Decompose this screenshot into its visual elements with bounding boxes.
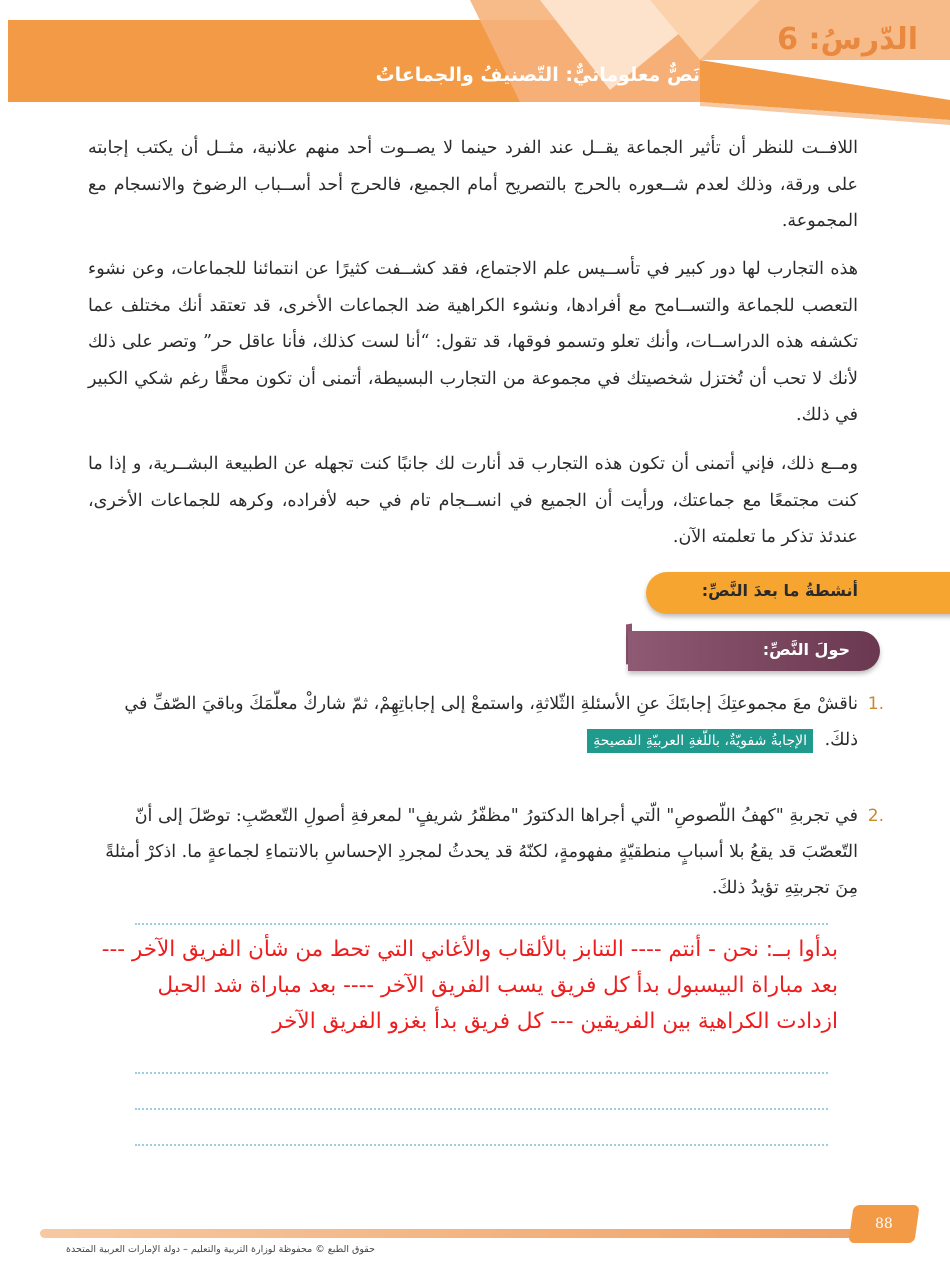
about-text-label: حولَ النَّصِّ:: [762, 640, 850, 659]
answer-line-2: [135, 1072, 828, 1074]
question-1-text: ناقشْ معَ مجموعتِكَ إجابتَكَ عنِ الأسئلةِ الثّلاثةِ، واستمعْ إلى إجاباتِهِمْ، ثمّ شاركْ معلّمَكَ وباقيَ الصّفِّ في ذلكَ.: [124, 694, 858, 750]
paragraph-2: هذه التجارب لها دور كبير في تأســيس علم الاجتماع، فقد كشــفت كثيرًا عن انتمائنا للجماعات، وعن نشوء التعصب للجماعة والتســامح مع أفرادها، ونشوء الكراهية ضد الجماعات الأخرى، قد تعتقد أنك مختلف عما تكشفه هذه الدراســات، وأنك تعلو وتسمو فوقها، قد تقول: “أنا لست كذلك، فأنا عاقل حر” وتصر على ذلك لأنك لا تحب أن تُختزل شخصيتك في مجموعة من التجارب البسيطة، أتمنى أن تكون محقًّا رغم شكي الكبير في ذلك.: [88, 259, 858, 425]
question-2: [88, 798, 884, 906]
footer-bar: [40, 1229, 855, 1238]
about-text-banner: [628, 631, 880, 671]
question-1: [88, 686, 884, 758]
paragraph-1: اللافــت للنظر أن تأثير الجماعة يقــل عند الفرد حينما لا يصــوت أحد منهم علانية، مثــل أن يكتب إجابته على ورقة، وذلك لعدم شــعوره بالحرج بالتصريح أمام الجميع، فالحرج أحد أســباب الرضوخ والانسجام مع المجموعة.: [88, 138, 858, 231]
paragraph-3: ومــع ذلك، فإني أتمنى أن تكون هذه التجارب قد أنارت لك جانبًا كنت تجهله عن الطبيعة البشــرية، و إذا ما كنت مجتمعًا مع جماعتك، ورأيت أن الجميع في انســجام تام في حبه لأفراده، وكرهه للجماعات الأخرى، عندئذ تذكر ما تعلمته الآن.: [88, 454, 858, 547]
question-2-number: .2: [867, 806, 884, 826]
post-reading-activities-banner: [646, 572, 950, 614]
answer-line-4: [135, 1144, 828, 1146]
lesson-subtitle: نَصٌّ معلوماتيٌّ: التّصنيفُ والجماعاتُ: [375, 64, 700, 86]
oral-answer-tag: الإجابةُ شفويّةٌ، باللّغةِ العربيّةِ الفصيحةِ: [587, 729, 813, 753]
answer-line-3: [135, 1108, 828, 1110]
answer-line-1: [135, 923, 828, 925]
question-2-text: في تجربةِ "كهفُ اللّصوصِ" الّتي أجراها الدكتورُ "مظفّرُ شريفٍ" لمعرفةِ أصولِ التّعصّبِ: توصّلَ إلى أنّ التّعصّبَ قد يقعُ بلا أسبابٍ منطقيّةٍ مفهومةٍ، لكنّهُ قد يحدثُ لمجردِ الإحساسِ بالانتماءِ لجماعةٍ ما. اذكرْ أمثلةً مِنَ تجربتِهِ تؤيدُ ذلكَ.: [105, 806, 858, 898]
page-number: 88: [875, 1216, 893, 1232]
header-banner-graphic: [0, 0, 950, 125]
lesson-title: الدّرسُ: 6: [777, 22, 918, 57]
page-header: [0, 0, 950, 125]
page-number-badge: [848, 1205, 919, 1243]
copyright-notice: حقوق الطبع © محفوظة لوزارة التربية والتعليم – دولة الإمارات العربية المتحدة: [66, 1244, 375, 1255]
question-1-number: .1: [867, 694, 884, 714]
post-reading-activities-label: أنشطةُ ما بعدَ النَّصِّ:: [701, 581, 858, 600]
handwritten-answer[interactable]: بدأوا بــ: نحن - أنتم ---- التنابز بالألقاب والأغاني التي تحط من شأن الفريق الآخر --- بعد مباراة البيسبول بدأ كل فريق يسب الفريق الآخر ---- بعد مباراة شد الحبل ازدادت الكراهية بين الفريقين --- كل فريق بدأ بغزو الفريق الآخر: [101, 937, 838, 1034]
